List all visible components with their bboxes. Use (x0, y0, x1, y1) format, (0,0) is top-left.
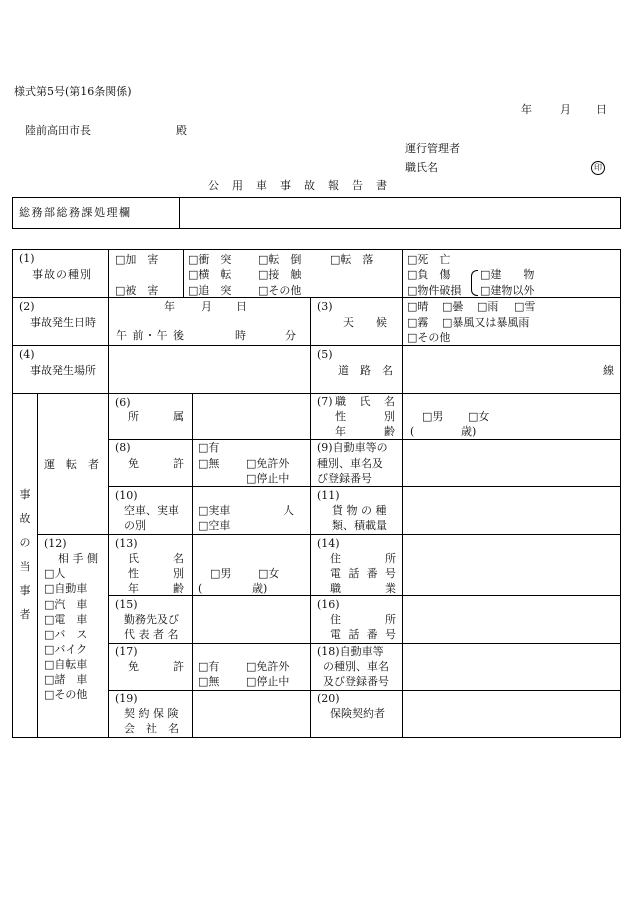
checkbox-storm[interactable]: □暴風又は暴風雨 (442, 316, 530, 329)
row-divider (108, 439, 621, 440)
s20-number: (20) (317, 692, 340, 705)
checkbox-party-bus[interactable]: □バ ス (44, 628, 88, 641)
checkbox-empty[interactable]: □空車 (198, 519, 231, 532)
s12-title: 相 手 側 (58, 552, 98, 565)
s14-line-phone: 電 話 番 号 (330, 567, 396, 580)
checkbox-death[interactable]: □死 亡 (407, 253, 451, 266)
s8-label: 免 許 (128, 457, 184, 470)
s2-label: 事故発生日時 (30, 316, 96, 329)
s2-year: 年 (164, 300, 175, 313)
checkbox-sunny[interactable]: □晴 (407, 300, 429, 313)
checkbox-party-license-yes[interactable]: □有 (198, 660, 220, 673)
s16-line-phone: 電 話 番 号 (330, 628, 396, 641)
s14-line-occupation: 職 業 (330, 582, 396, 595)
honorific: 殿 (176, 124, 187, 137)
checkbox-collision[interactable]: □衝 突 (188, 253, 232, 266)
checkbox-driver-unlicensed-class[interactable]: □免許外 (246, 457, 290, 470)
checkbox-cloudy[interactable]: □曇 (442, 300, 464, 313)
s9-line-1: (9)自動車等の (317, 441, 388, 454)
manager-label: 運行管理者 (405, 142, 460, 155)
row-divider (108, 486, 621, 487)
row-divider (108, 643, 621, 644)
row-divider (12, 393, 621, 394)
s17-label: 免 許 (128, 660, 184, 673)
s16-number: (16) (317, 598, 340, 611)
s5-suffix: 線 (603, 364, 614, 377)
s11-line-1: 貨 物 の 種 (332, 504, 387, 517)
s3-number: (3) (317, 300, 333, 313)
checkbox-driver-suspended[interactable]: □停止中 (246, 472, 290, 485)
driver-age-close: 歳) (461, 425, 477, 438)
party-age-close: 歳) (252, 582, 268, 595)
checkbox-party-unlicensed-class[interactable]: □免許外 (246, 660, 290, 673)
checkbox-rollover[interactable]: □横 転 (188, 268, 232, 281)
col-divider (310, 297, 311, 738)
s8-number: (8) (115, 441, 131, 454)
col-divider (108, 249, 109, 738)
s1-label: 事故の種別 (32, 268, 92, 281)
checkbox-driver-female[interactable]: □女 (468, 410, 490, 423)
s14-line-address: 住 所 (330, 552, 396, 565)
checkbox-party-tram[interactable]: □電 車 (44, 613, 88, 626)
checkbox-driver-license-yes[interactable]: □有 (198, 441, 220, 454)
brace-icon (471, 270, 478, 296)
checkbox-fog[interactable]: □霧 (407, 316, 429, 329)
s15-line-1: 勤務先及び (124, 613, 179, 626)
s9-line-2: 種別、車名及 (317, 457, 383, 470)
checkbox-contact[interactable]: □接 触 (258, 268, 302, 281)
checkbox-non-building[interactable]: □建物以外 (480, 284, 535, 297)
document-title: 公 用 車 事 故 報 告 書 (208, 179, 388, 192)
s10-line-2: の別 (124, 519, 146, 532)
col-divider (37, 393, 38, 738)
checkbox-party-other[interactable]: □その他 (44, 688, 88, 701)
checkbox-property-damage[interactable]: □物件破損 (407, 284, 462, 297)
s13-line-sex: 性 別 (128, 567, 184, 580)
seal-icon: 印 (591, 161, 605, 175)
row-divider (108, 690, 621, 691)
checkbox-party-female[interactable]: □女 (258, 567, 280, 580)
s4-number: (4) (19, 348, 35, 361)
s5-label: 道 路 名 (338, 364, 393, 377)
s19-line-1: 契 約 保 険 (124, 707, 179, 720)
occupant-unit: 人 (283, 504, 294, 517)
s2-number: (2) (19, 300, 35, 313)
checkbox-snow[interactable]: □雪 (514, 300, 536, 313)
date-day-label: 日 (596, 103, 607, 116)
s19-number: (19) (115, 692, 138, 705)
s2-minute: 分 (285, 329, 296, 342)
checkbox-building[interactable]: □建 物 (480, 268, 535, 281)
processing-divider (179, 197, 180, 229)
col-divider (183, 249, 184, 297)
s14-number: (14) (317, 537, 340, 550)
s19-line-2: 会 社 名 (124, 722, 179, 735)
checkbox-rear-end[interactable]: □追 突 (188, 284, 232, 297)
checkbox-party-train[interactable]: □汽 車 (44, 598, 88, 611)
s11-number: (11) (317, 489, 340, 502)
form-number: 様式第5号(第16条関係) (14, 85, 132, 98)
checkbox-party-person[interactable]: □人 (44, 567, 66, 580)
s20-label: 保険契約者 (330, 707, 385, 720)
checkbox-assailant[interactable]: □加 害 (115, 253, 159, 266)
s7-number: (7) (317, 395, 333, 408)
parties-vertical-label: 事 故 の 当 事 者 (19, 488, 31, 621)
s15-number: (15) (115, 598, 138, 611)
checkbox-injury[interactable]: □負 傷 (407, 268, 451, 281)
driver-age-open: ( (410, 425, 415, 438)
col-divider (402, 249, 403, 738)
checkbox-occupied[interactable]: □実車 (198, 504, 231, 517)
checkbox-party-motorbike[interactable]: □バイク (44, 643, 88, 656)
s17-number: (17) (115, 645, 138, 658)
checkbox-fall[interactable]: □転 落 (330, 253, 374, 266)
s2-month: 月 (201, 300, 212, 313)
s12-number: (12) (44, 537, 67, 550)
date-year-label: 年 (521, 103, 532, 116)
row-divider (12, 345, 621, 346)
checkbox-rain[interactable]: □雨 (477, 300, 499, 313)
s5-number: (5) (317, 348, 333, 361)
checkbox-driver-male[interactable]: □男 (422, 410, 444, 423)
s7-line-name: 職 氏 名 (335, 395, 395, 408)
s18-line-1: (18)自動車等 (317, 645, 384, 658)
position-name-label: 職氏名 (405, 161, 438, 174)
checkbox-party-license-no[interactable]: □無 (198, 675, 220, 688)
s7-line-sex: 性 別 (335, 410, 395, 423)
addressee: 陸前高田市長 (25, 124, 91, 137)
checkbox-victim[interactable]: □被 害 (115, 284, 159, 297)
checkbox-driver-license-no[interactable]: □無 (198, 457, 220, 470)
s4-label: 事故発生場所 (30, 364, 96, 377)
s9-line-3: び登録番号 (317, 472, 372, 485)
checkbox-party-vehicles[interactable]: □諸 車 (44, 673, 88, 686)
driver-label: 運 転 者 (44, 458, 99, 471)
s7-line-age: 年 齢 (335, 425, 395, 438)
s6-label: 所 属 (128, 410, 184, 423)
s18-line-2: の種別、車名 (323, 660, 389, 673)
s13-line-name: 氏 名 (128, 552, 184, 565)
s2-day: 日 (236, 300, 247, 313)
s18-line-3: 及び登録番号 (323, 675, 389, 688)
s2-hour: 時 (235, 329, 246, 342)
s2-am-pm: 午 前・午 後 (116, 329, 185, 342)
s3-label: 天 候 (343, 316, 387, 329)
checkbox-party-bicycle[interactable]: □自転車 (44, 658, 88, 671)
s15-line-2: 代 表 者 名 (124, 628, 179, 641)
row-divider (37, 534, 621, 535)
s10-number: (10) (115, 489, 138, 502)
checkbox-other-type[interactable]: □その他 (258, 284, 302, 297)
s13-line-age: 年 齢 (128, 582, 184, 595)
party-age-open: ( (198, 582, 203, 595)
date-month-label: 月 (560, 103, 571, 116)
checkbox-party-suspended[interactable]: □停止中 (246, 675, 290, 688)
s16-line-address: 住 所 (330, 613, 396, 626)
s1-number: (1) (19, 252, 35, 265)
s6-number: (6) (115, 396, 131, 409)
checkbox-overturn[interactable]: □転 倒 (258, 253, 302, 266)
checkbox-party-male[interactable]: □男 (210, 567, 232, 580)
s10-line-1: 空車、実車 (124, 504, 179, 517)
s13-number: (13) (115, 537, 138, 550)
checkbox-other-weather[interactable]: □その他 (407, 331, 451, 344)
s11-line-2: 類、積載量 (332, 519, 387, 532)
checkbox-party-car[interactable]: □自動車 (44, 582, 88, 595)
col-divider (192, 393, 193, 738)
processing-label: 総務部総務課処理欄 (19, 206, 132, 219)
